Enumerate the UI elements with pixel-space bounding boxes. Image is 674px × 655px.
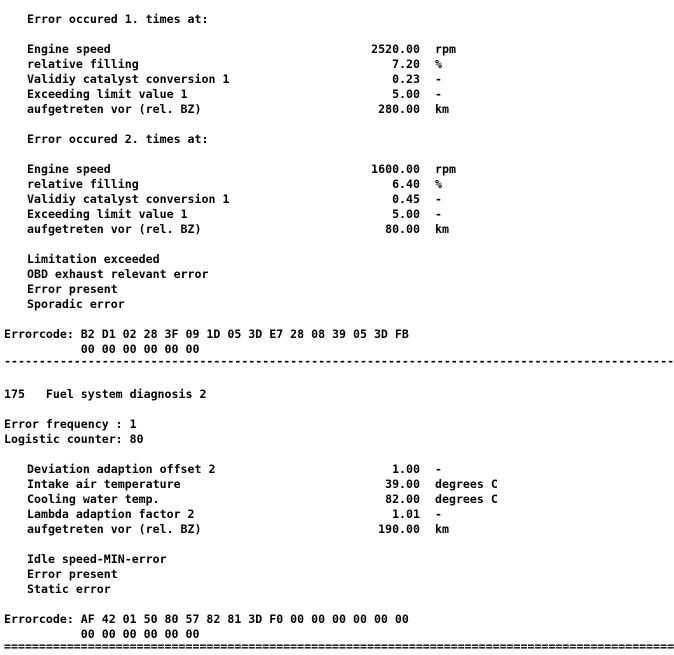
row-value: 0.45	[392, 192, 420, 206]
row-value: 280.00	[378, 102, 420, 116]
status-flag: OBD exhaust relevant error	[27, 267, 209, 281]
row-label: aufgetreten vor (rel. BZ)	[27, 222, 202, 236]
row-label: relative filling	[27, 57, 139, 71]
row-unit: -	[435, 462, 442, 476]
status-flag: Idle speed-MIN-error	[27, 552, 167, 566]
row-unit: %	[435, 177, 442, 191]
logistic-counter: Logistic counter: 80	[4, 432, 144, 446]
row-label: aufgetreten vor (rel. BZ)	[27, 102, 202, 116]
row-value: 5.00	[392, 87, 420, 101]
row-unit: degrees C	[435, 492, 498, 506]
occurrence-1-heading: Error occured 1. times at:	[27, 12, 209, 26]
row-unit: -	[435, 507, 442, 521]
error-title: 175 Fuel system diagnosis 2	[4, 387, 207, 401]
row-label: Engine speed	[27, 42, 111, 56]
row-value: 39.00	[385, 477, 420, 491]
row-unit: degrees C	[435, 477, 498, 491]
row-label: Validiy catalyst conversion 1	[27, 72, 230, 86]
row-label: aufgetreten vor (rel. BZ)	[27, 522, 202, 536]
errorcode-line: Errorcode: AF 42 01 50 80 57 82 81 3D F0 00 00 00 00 00 00	[4, 612, 409, 626]
row-unit: rpm	[435, 162, 456, 176]
errorcode-line: Errorcode: B2 D1 02 28 3F 09 1D 05 3D E7 28 08 39 05 3D FB	[4, 327, 409, 341]
row-label: relative filling	[27, 177, 139, 191]
row-label: Deviation adaption offset 2	[27, 462, 216, 476]
separator: ================================================================================================	[4, 639, 674, 653]
row-value: 6.40	[392, 177, 420, 191]
row-label: Cooling water temp.	[27, 492, 160, 506]
row-label: Exceeding limit value 1	[27, 207, 188, 221]
row-unit: km	[435, 222, 449, 236]
row-unit: -	[435, 192, 442, 206]
row-value: 80.00	[385, 222, 420, 236]
row-value: 82.00	[385, 492, 420, 506]
errorcode-line: 00 00 00 00 00 00	[4, 627, 200, 641]
row-unit: km	[435, 522, 449, 536]
status-flag: Static error	[27, 582, 111, 596]
row-label: Validiy catalyst conversion 1	[27, 192, 230, 206]
row-label: Intake air temperature	[27, 477, 181, 491]
row-unit: %	[435, 57, 442, 71]
status-flag: Error present	[27, 282, 118, 296]
row-value: 2520.00	[371, 42, 420, 56]
error-frequency: Error frequency : 1	[4, 417, 137, 431]
row-unit: rpm	[435, 42, 456, 56]
row-value: 1.01	[392, 507, 420, 521]
occurrence-2-heading: Error occured 2. times at:	[27, 132, 209, 146]
row-value: 1600.00	[371, 162, 420, 176]
row-unit: -	[435, 207, 442, 221]
row-value: 5.00	[392, 207, 420, 221]
row-label: Lambda adaption factor 2	[27, 507, 195, 521]
row-unit: -	[435, 87, 442, 101]
separator: ------------------------------------------------------------------------------------------------	[4, 354, 674, 368]
row-unit: km	[435, 102, 449, 116]
status-flag: Sporadic error	[27, 297, 125, 311]
row-value: 0.23	[392, 72, 420, 86]
row-value: 1.00	[392, 462, 420, 476]
row-value: 7.20	[392, 57, 420, 71]
status-flag: Error present	[27, 567, 118, 581]
row-label: Engine speed	[27, 162, 111, 176]
errorcode-line: 00 00 00 00 00 00	[4, 342, 200, 356]
row-unit: -	[435, 72, 442, 86]
status-flag: Limitation exceeded	[27, 252, 160, 266]
row-label: Exceeding limit value 1	[27, 87, 188, 101]
row-value: 190.00	[378, 522, 420, 536]
